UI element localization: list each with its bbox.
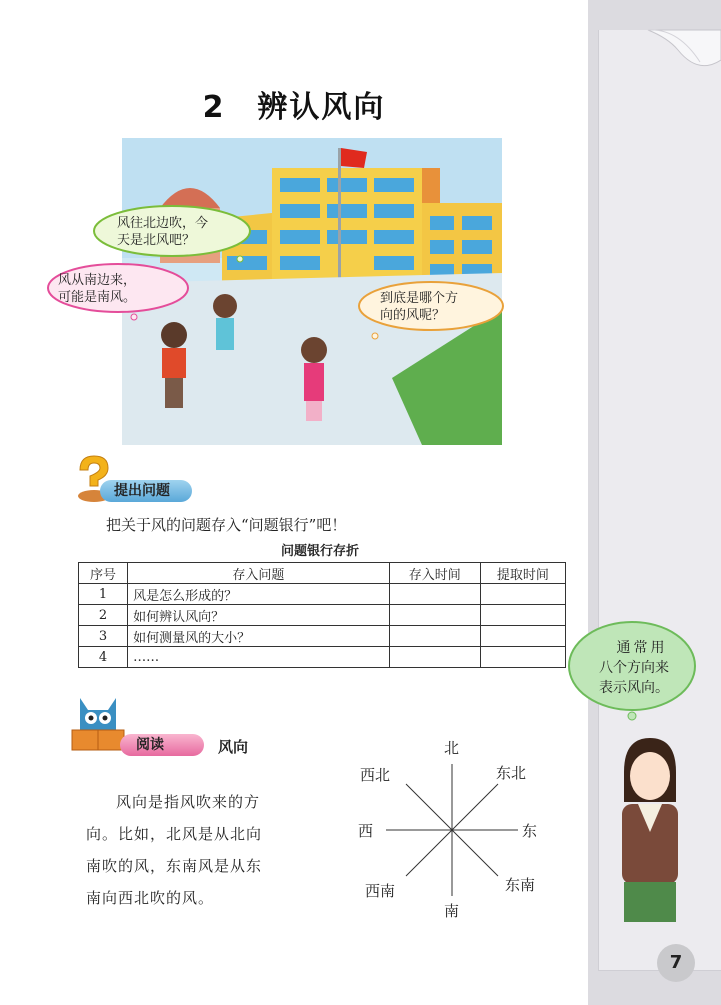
row-question: 风是怎么形成的？	[128, 584, 390, 605]
compass-north: 北	[444, 739, 460, 757]
row-out-time	[480, 626, 565, 647]
ask-instruction: 把关于风的问题存入“问题银行”吧！	[106, 516, 347, 534]
table-row	[79, 647, 566, 668]
speech-bubble-girl-left: 风从南边来， 可能是南风。	[58, 273, 137, 305]
page-curl-decoration	[638, 20, 721, 80]
question-bank-title: 问题银行存折	[280, 544, 359, 559]
teacher-illustration	[606, 732, 692, 922]
row-out-time	[480, 584, 565, 605]
page-number: 7	[657, 944, 695, 982]
col-header-number: 序号	[79, 563, 128, 584]
read-paragraph: 风向是指风吹来的方 向。比如，北风是从北向 南吹的风，东南风是从东 南向西北吹的风。	[86, 793, 263, 907]
compass-east: 东	[522, 822, 538, 840]
compass-west: 西	[358, 822, 374, 840]
table-row	[79, 626, 566, 647]
table-row	[79, 584, 566, 605]
row-number: 2	[79, 605, 128, 626]
read-section-tag: 阅读	[120, 734, 204, 756]
compass-northwest: 西北	[360, 766, 391, 784]
compass-south: 南	[444, 902, 460, 920]
ask-section-tag: 提出问题	[100, 480, 192, 502]
col-header-question: 存入问题	[128, 563, 390, 584]
row-in-time	[389, 626, 480, 647]
row-out-time	[480, 605, 565, 626]
sidebar-tip: 通常用 八个方向来 表示风向。	[599, 640, 669, 696]
compass-northeast: 东北	[496, 764, 527, 782]
table-row	[79, 605, 566, 626]
speech-bubble-boy: 风往北边吹，今 天是北风吧？	[117, 216, 209, 248]
row-in-time	[389, 584, 480, 605]
row-number: 4	[79, 647, 128, 668]
row-question: ……	[128, 647, 390, 668]
owl-reading-icon	[70, 694, 126, 754]
row-in-time	[389, 647, 480, 668]
col-header-in-time: 存入时间	[389, 563, 480, 584]
speech-bubble-girl-right: 到底是哪个方 向的风呢？	[380, 291, 459, 323]
row-number: 1	[79, 584, 128, 605]
table-header-row	[79, 563, 566, 584]
row-question: 如何测量风的大小？	[128, 626, 390, 647]
lesson-title: 2 辨认风向	[202, 90, 386, 125]
question-bank-table	[78, 562, 566, 668]
row-in-time	[389, 605, 480, 626]
row-question: 如何辨认风向？	[128, 605, 390, 626]
col-header-out-time: 提取时间	[480, 563, 565, 584]
compass-southwest: 西南	[365, 882, 396, 900]
row-number: 3	[79, 626, 128, 647]
compass-southeast: 东南	[505, 876, 536, 894]
row-out-time	[480, 647, 565, 668]
read-heading: 风向	[218, 738, 249, 756]
